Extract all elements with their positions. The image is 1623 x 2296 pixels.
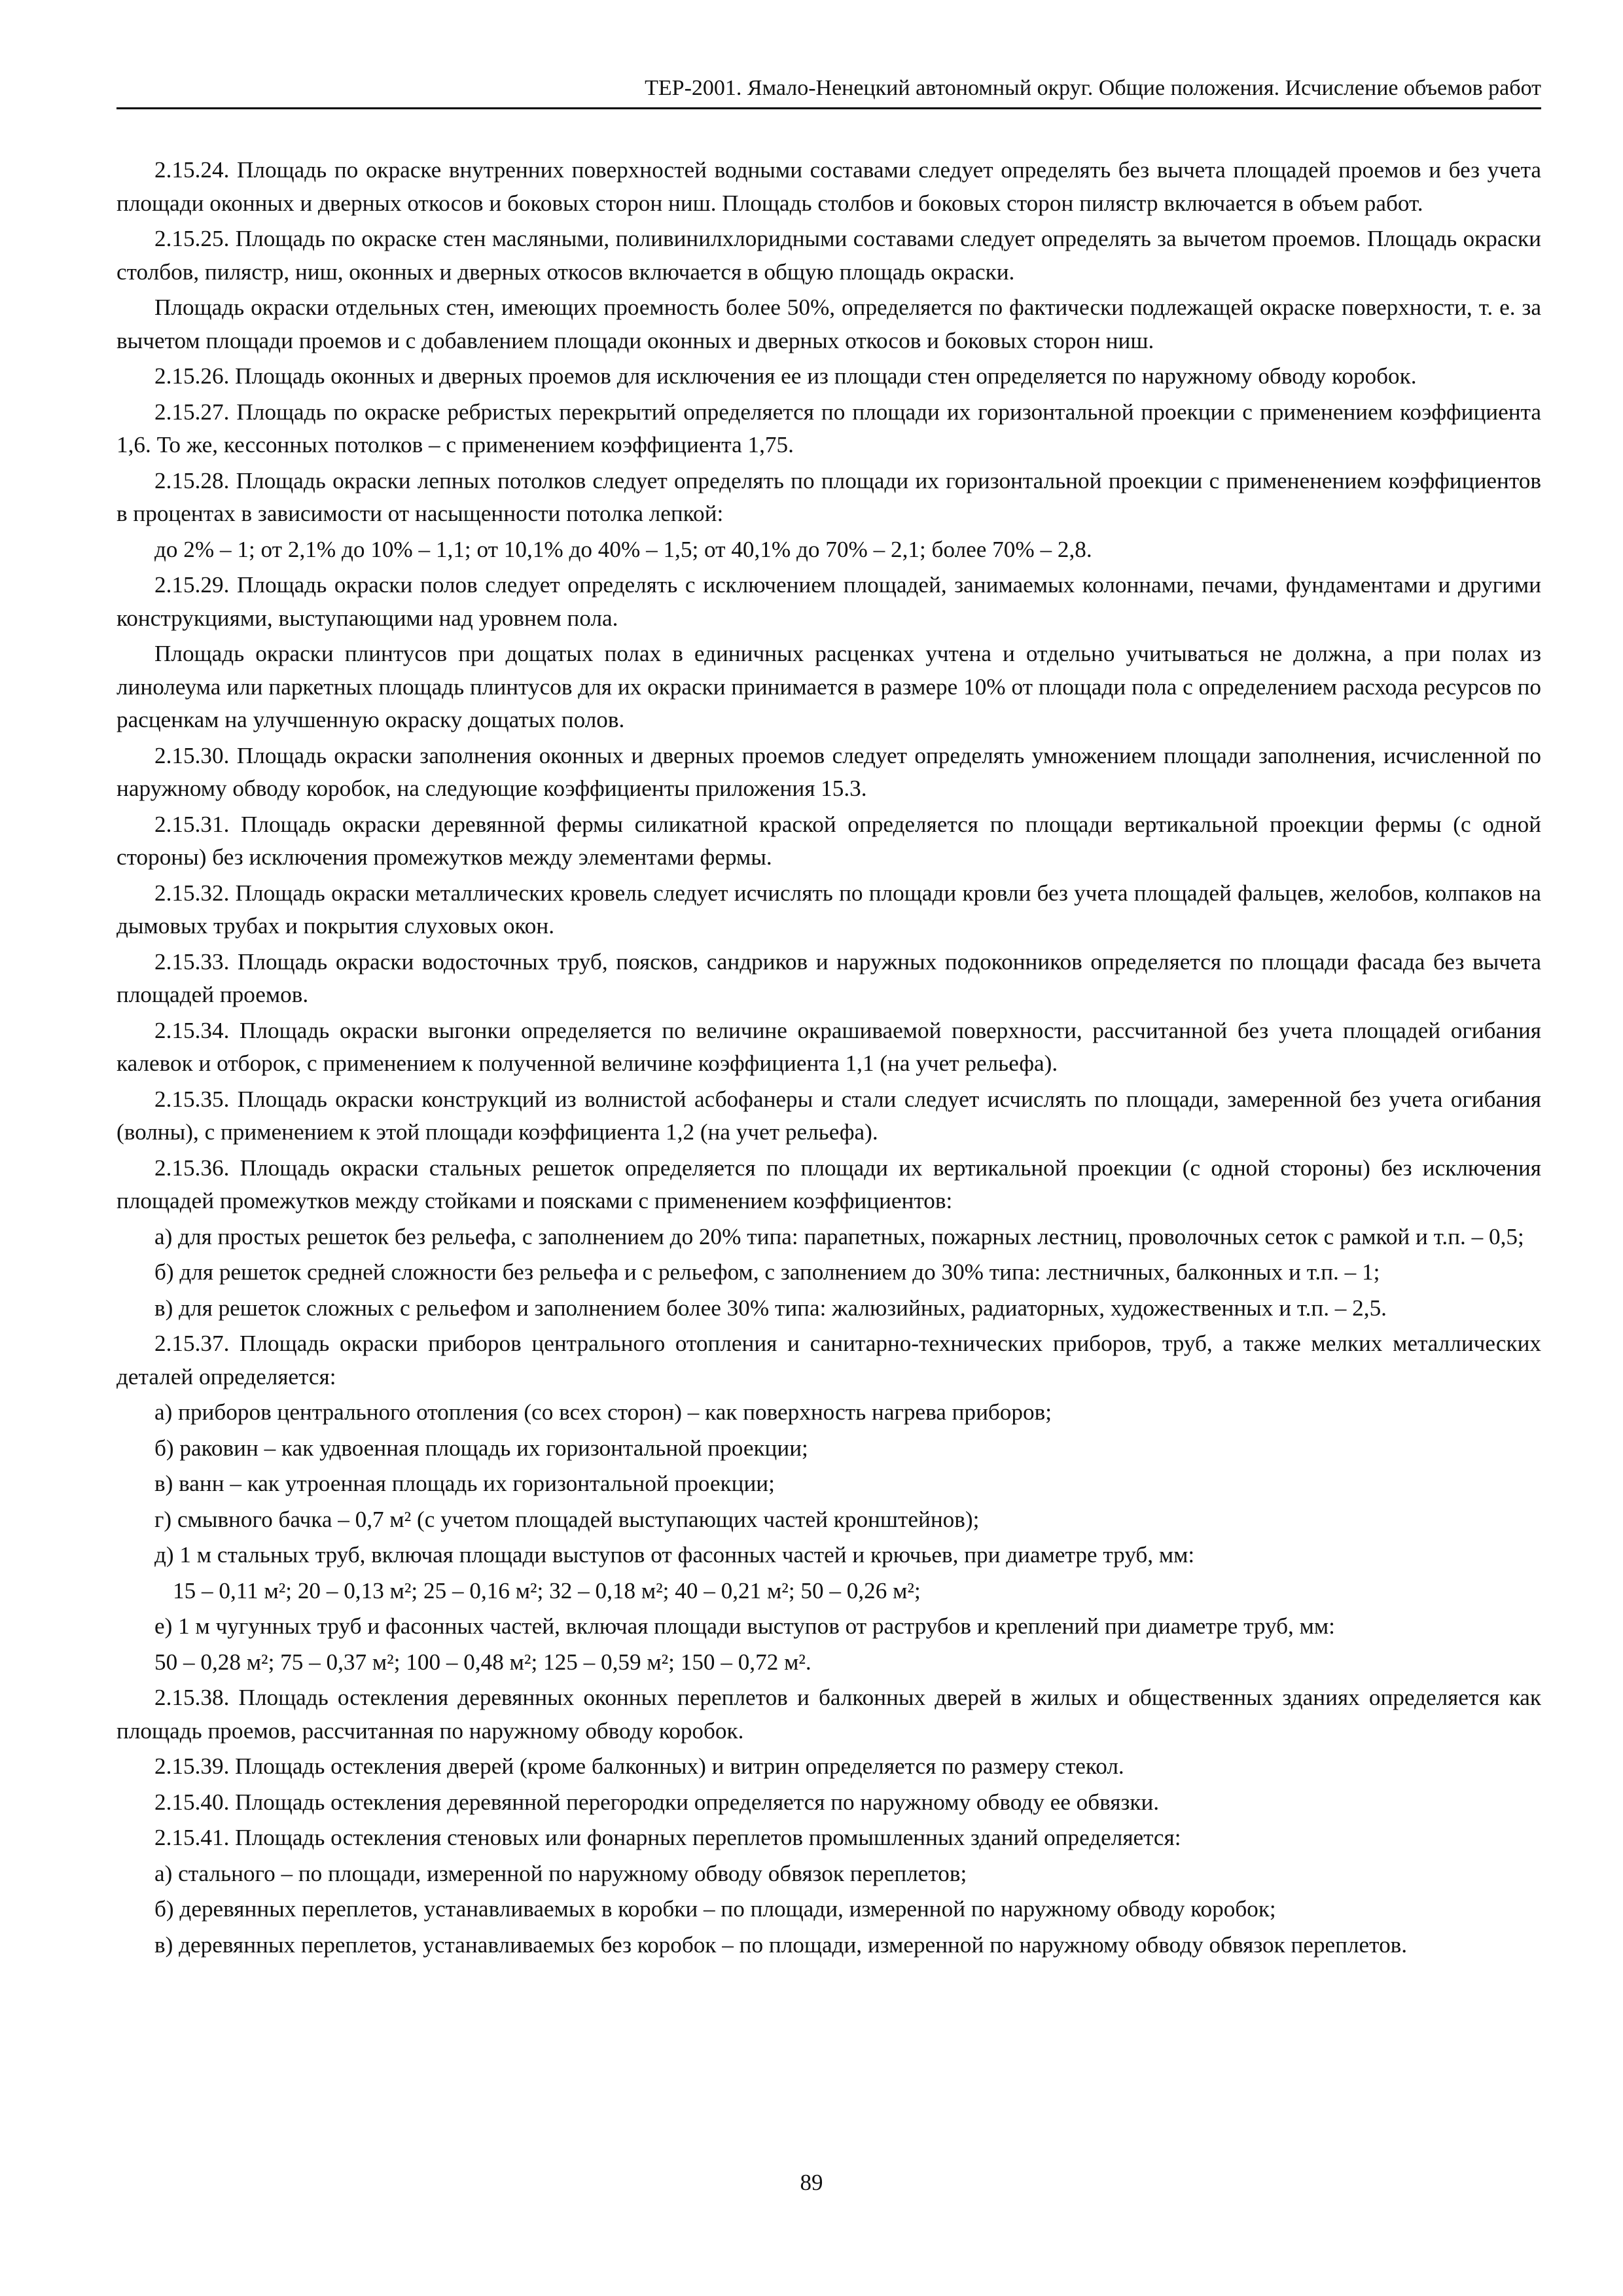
paragraph: 2.15.41. Площадь остекления стеновых или фонарных переплетов промышленных зданий определяется: (154, 1825, 1181, 1850)
paragraph: 2.15.28. Площадь окраски лепных потолков следует определять по площади их горизонтальной проекции с примененением коэффициентов в процентах в зависимости от насыщенности потолка лепкой: (116, 467, 1541, 526)
paragraph: 2.15.31. Площадь окраски деревянной фермы силикатной краской определяется по площади вертикальной проекции фермы (с одной стороны) без исключения промежутков между элементами фермы. (116, 811, 1541, 870)
paragraph: б) для решеток средней сложности без рельефа и с рельефом, с заполнением до 30% типа: лестничных, балконных и т.п. – 1; (154, 1259, 1380, 1285)
paragraph: 2.15.33. Площадь окраски водосточных труб, поясков, сандриков и наружных подоконников определяется по площади фасада без вычета площадей проемов. (116, 948, 1541, 1007)
paragraph: 2.15.36. Площадь окраски стальных решеток определяется по площади их вертикальной проекции (с одной стороны) без исключения площадей промежутков между стойками и поясками с применением коэффициентов: (116, 1155, 1541, 1213)
paragraph: а) для простых решеток без рельефа, с заполнением до 20% типа: парапетных, пожарных лестниц, проволочных сеток с рамкой и т.п. – 0,5; (154, 1223, 1524, 1249)
paragraph: а) приборов центрального отопления (со всех сторон) – как поверхность нагрева приборов; (154, 1399, 1052, 1425)
paragraph: 2.15.26. Площадь оконных и дверных проемов для исключения ее из площади стен определяется по наружному обводу коробок. (154, 363, 1417, 389)
paragraph: е) 1 м чугунных труб и фасонных частей, включая площади выступов от раструбов и креплений при диаметре труб, мм: (154, 1613, 1335, 1639)
paragraph: 2.15.35. Площадь окраски конструкций из волнистой асбофанеры и стали следует исчислять по площади, замеренной без учета огибания (волны), с применением к этой площади коэффициента 1,2 (на учет рельефа). (116, 1086, 1541, 1145)
formula-line: 50 – 0,28 м²; 75 – 0,37 м²; 100 – 0,48 м²; 125 – 0,59 м²; 150 – 0,72 м². (154, 1649, 812, 1675)
paragraph: в) деревянных переплетов, устанавливаемых без коробок – по площади, измеренной по наружному обводу обвязок переплетов. (154, 1931, 1408, 1958)
paragraph: 2.15.25. Площадь по окраске стен масляными, поливинилхлоридными составами следует определять за вычетом проемов. Площадь окраски столбов, пилястр, ниш, оконных и дверных откосов включается в общую площадь окраски. (116, 226, 1541, 285)
paragraph: 2.15.27. Площадь по окраске ребристых перекрытий определяется по площади их горизонтальной проекции с применением коэффициента 1,6. То же, кессонных потолков – с применением коэффициента 1,75. (116, 399, 1541, 457)
formula-line: 15 – 0,11 м²; 20 – 0,13 м²; 25 – 0,16 м²; 32 – 0,18 м²; 40 – 0,21 м²; 50 – 0,26 м²; (173, 1577, 921, 1604)
paragraph: г) смывного бачка – 0,7 м² (с учетом площадей выступающих частей кронштейнов); (154, 1506, 980, 1532)
paragraph: 2.15.37. Площадь окраски приборов центрального отопления и санитарно-технических приборов, труб, а также мелких металлических деталей определяется: (116, 1331, 1541, 1390)
running-header: ТЕР-2001. Ямало-Ненецкий автономный округ. Общие положения. Исчисление объемов работ (116, 72, 1541, 109)
paragraph: 2.15.29. Площадь окраски полов следует определять с исключением площадей, занимаемых колоннами, печами, фундаментами и другими конструкциями, выступающими над уровнем пола. (116, 572, 1541, 631)
paragraph: д) 1 м стальных труб, включая площади выступов от фасонных частей и крючьев, при диаметре труб, мм: (154, 1542, 1195, 1568)
paragraph: Площадь окраски отдельных стен, имеющих проемность более 50%, определяется по фактически подлежащей окраске поверхности, т. е. за вычетом площади проемов и с добавлением площади оконных и дверных откосов и боковых сторон ниш. (116, 295, 1541, 353)
paragraph: б) деревянных переплетов, устанавливаемых в коробки – по площади, измеренной по наружному обводу коробок; (154, 1896, 1276, 1922)
paragraph: б) раковин – как удвоенная площадь их горизонтальной проекции; (154, 1435, 808, 1461)
body-text (116, 154, 1541, 1964)
paragraph: а) стального – по площади, измеренной по наружному обводу обвязок переплетов; (154, 1860, 967, 1886)
paragraph: 2.15.32. Площадь окраски металлических кровель следует исчислять по площади кровли без учета площадей фальцев, желобов, колпаков на дымовых трубах и покрытия слуховых окон. (116, 880, 1541, 939)
paragraph: 2.15.40. Площадь остекления деревянной перегородки определяется по наружному обводу ее обвязки. (154, 1789, 1160, 1815)
paragraph: Площадь окраски плинтусов при дощатых полах в единичных расценках учтена и отдельно учитываться не должна, а при полах из линолеума или паркетных площадь плинтусов для их окраски принимается в размере 10% от площади пола с определением расхода ресурсов по расценкам на улучшенную окраску дощатых полов. (116, 641, 1541, 732)
paragraph: 2.15.34. Площадь окраски выгонки определяется по величине окрашиваемой поверхности, рассчитанной без учета площадей огибания калевок и отборок, с применением к полученной величине коэффициента 1,1 (на учет рельефа). (116, 1017, 1541, 1076)
paragraph: 2.15.38. Площадь остекления деревянных оконных переплетов и балконных дверей в жилых и общественных зданиях определяется как площадь проемов, рассчитанная по наружному обводу коробок. (116, 1685, 1541, 1744)
paragraph: до 2% – 1; от 2,1% до 10% – 1,1; от 10,1% до 40% – 1,5; от 40,1% до 70% – 2,1; более 70% – 2,8. (154, 536, 1092, 562)
paragraph: в) ванн – как утроенная площадь их горизонтальной проекции; (154, 1471, 775, 1496)
paragraph: 2.15.30. Площадь окраски заполнения оконных и дверных проемов следует определять умножением площади заполнения, исчисленной по наружному обводу коробок, на следующие коэффициенты приложения 15.3. (116, 742, 1541, 801)
page-number: 89 (800, 2170, 823, 2195)
paragraph: 2.15.39. Площадь остекления дверей (кроме балконных) и витрин определяется по размеру стекол. (154, 1753, 1124, 1779)
paragraph: 2.15.24. Площадь по окраске внутренних поверхностей водными составами следует определять без вычета площадей проемов и без учета площади оконных и дверных откосов и боковых сторон ниш. Площадь столбов и боковых сторон пилястр включается в объем работ. (116, 157, 1541, 216)
paragraph: в) для решеток сложных с рельефом и заполнением более 30% типа: жалюзийных, радиаторных, художественных и т.п. – 2,5. (154, 1295, 1387, 1321)
